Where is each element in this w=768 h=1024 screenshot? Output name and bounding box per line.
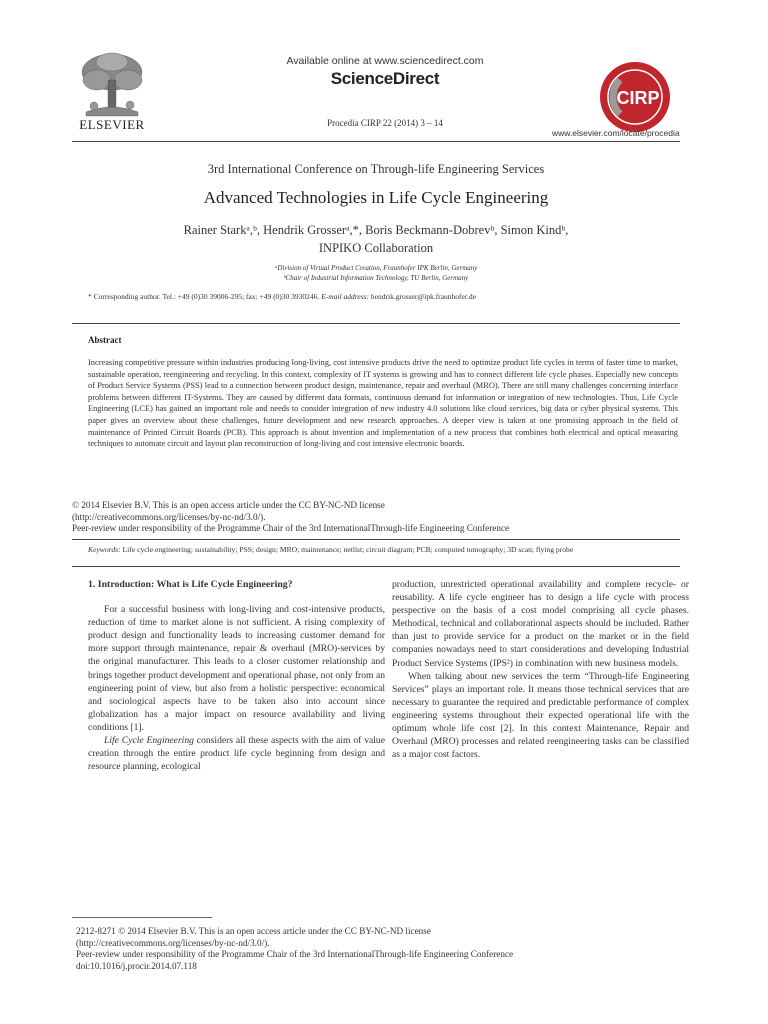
license-statement xyxy=(72,500,672,535)
keywords-text: Life cycle engineering; sustainability; PSS; design; MRO; maintenance; netlist; circuit diagram; PCB; computed tomography; 3D scan; flying probe xyxy=(122,545,574,554)
footer-doi[interactable]: doi:10.1016/j.procir.2014.07.118 xyxy=(76,960,197,971)
affiliations xyxy=(72,263,680,283)
keywords-top-divider xyxy=(72,539,680,540)
license-url-link[interactable]: (http://creativecommons.org/licenses/by-nc-nd/3.0/). xyxy=(72,511,266,522)
affiliation-a: ᵃDivision of Virtual Product Creation, Fraunhofer IPK Berlin, Germany xyxy=(274,264,478,272)
abstract-heading: Abstract xyxy=(88,335,122,345)
authors-line-2: INPIKO Collaboration xyxy=(318,241,434,255)
cirp-logo-text: CIRP xyxy=(616,88,660,108)
footer-notice xyxy=(76,926,676,972)
available-online-text: Available online at www.sciencedirect.com xyxy=(286,55,484,67)
corresponding-contact: * Corresponding author. Tel.: +49 (0)30 39006-295; fax: +49 (0)30 3930246. xyxy=(88,292,320,301)
cirp-logo xyxy=(598,60,672,134)
peer-review-line: Peer-review under responsibility of the Programme Chair of the 3rd InternationalThrough-life Engineering Conference xyxy=(72,523,510,533)
abstract-top-divider xyxy=(72,323,680,324)
intro-paragraph-4: When talking about new services the term “Through-life Engineering Services” plays an important role. It means those technical services that are necessary to guarantee the required and predictable performance of complex engineering systems throughout their expected operational life with the optimum whole life cost [2]. In this context Maintenance, Repair and Overhaul (MRO) processes and related reengineering tasks can be classified as a major cost factors. xyxy=(392,670,689,761)
right-column xyxy=(392,578,689,761)
publisher-name: ELSEVIER xyxy=(79,117,145,132)
intro-paragraph-1: For a successful business with long-living and cost-intensive products, reduction of time to market alone is not sufficient. A rising complexity of product design and functionality leads to increasing customer demand for more support through maintenance, repair & overhaul (MRO)-services by the original manufacturer. This leads to a closer customer relationship and brings together product development and operational phase, not only from an engineering point of view, but also from a holistic perspective: economical and sociological aspects have to be taken also into account since globalization has a major impact on resource availability and living conditions [1]. xyxy=(88,604,385,733)
keywords-label: Keywords: xyxy=(88,545,121,554)
journal-reference: Procedia CIRP 22 (2014) 3 – 14 xyxy=(327,118,443,128)
left-column xyxy=(88,578,385,773)
author-list xyxy=(72,221,680,257)
header-divider xyxy=(72,141,680,142)
intro-paragraph-2-text: considers all these aspects with the aim of value creation through the entire product life cycle beginning from design and resource planning, ecological xyxy=(88,735,385,773)
license-line-1: © 2014 Elsevier B.V. This is an open access article under the CC BY-NC-ND license xyxy=(72,500,385,510)
email-address[interactable]: hendrik.grosser@ipk.fraunhofer.de xyxy=(370,292,476,301)
footer-peer-review: Peer-review under responsibility of the Programme Chair of the 3rd InternationalThrough-life Engineering Conference xyxy=(76,949,514,959)
lce-term: Life Cycle Engineering xyxy=(104,735,194,747)
abstract-text: Increasing competitive pressure within industries producing long-living, cost intensive products drive the need to optimize product life cycles in terms of faster time to market, sustainable operation, reengineering and recycling. In this context, complexity of IT systems is growing and has to connect different life cycle phases. Especially new concepts of Product Service Systems (PSS) lead to a connection between product design, maintenance, repair and overhaul (MRO). There are still many challenges concerning interface problems between different IT-Systems. They are caused by different data formats, continuous demand for information or integration of new technologies. Thus, Life Cycle Engineering (LCE) has gained an important role and needs to consider integration of new industry 4.0 solutions like cloud services, big data or cyber physical systems. This paper gives an overview about these challenges, future development and new research approaches. A deeper view is taken at one promising approach in the field of maintenance of Printed Circuit Boards (PCB). This approach is about invention and implementation of a new process that combines both electrical and optical measuring techniques to automate circuit and layout plan reconstruction of long-living and cost intensive electronic boards. xyxy=(88,358,678,449)
intro-paragraph-2 xyxy=(88,734,385,773)
section-heading: 1. Introduction: What is Life Cycle Engineering? xyxy=(88,579,293,590)
footer-divider xyxy=(72,917,212,918)
conference-name: 3rd International Conference on Through-life Engineering Services xyxy=(207,162,545,176)
authors-line-1: Rainer Starkᵃ,ᵇ, Hendrik Grosserᵃ,*, Boris Beckmann-Dobrevᵇ, Simon Kindᵇ, xyxy=(183,223,569,237)
keywords xyxy=(88,545,678,554)
intro-paragraph-3: production, unrestricted operational availability and complete recycle- or reusability. A life cycle engineer has to design a life cycle with process perspective on the basis of a cost model comprising all cycle phases. Methodical, technical and collaborational aspects should be included. Rather than just to provide service for a product on the market or in the field companies nowadays need to start considerations and developing Industrial Product Service Systems (IPS²) in combination with new business models. xyxy=(392,579,689,669)
keywords-bottom-divider xyxy=(72,566,680,567)
footer-license-url[interactable]: (http://creativecommons.org/licenses/by-nc-nd/3.0/). xyxy=(76,937,270,948)
email-label: E-mail address: xyxy=(321,292,370,301)
paper-title: Advanced Technologies in Life Cycle Engineering xyxy=(203,188,549,207)
sciencedirect-brand: ScienceDirect xyxy=(330,69,440,88)
journal-url-link[interactable]: www.elsevier.com/locate/procedia xyxy=(552,128,680,138)
footer-issn-license: 2212-8271 © 2014 Elsevier B.V. This is an open access article under the CC BY-NC-ND license xyxy=(76,926,431,936)
corresponding-author xyxy=(88,292,680,301)
affiliation-b: ᵇChair of Industrial Information Technology, TU Berlin, Germany xyxy=(283,274,469,282)
